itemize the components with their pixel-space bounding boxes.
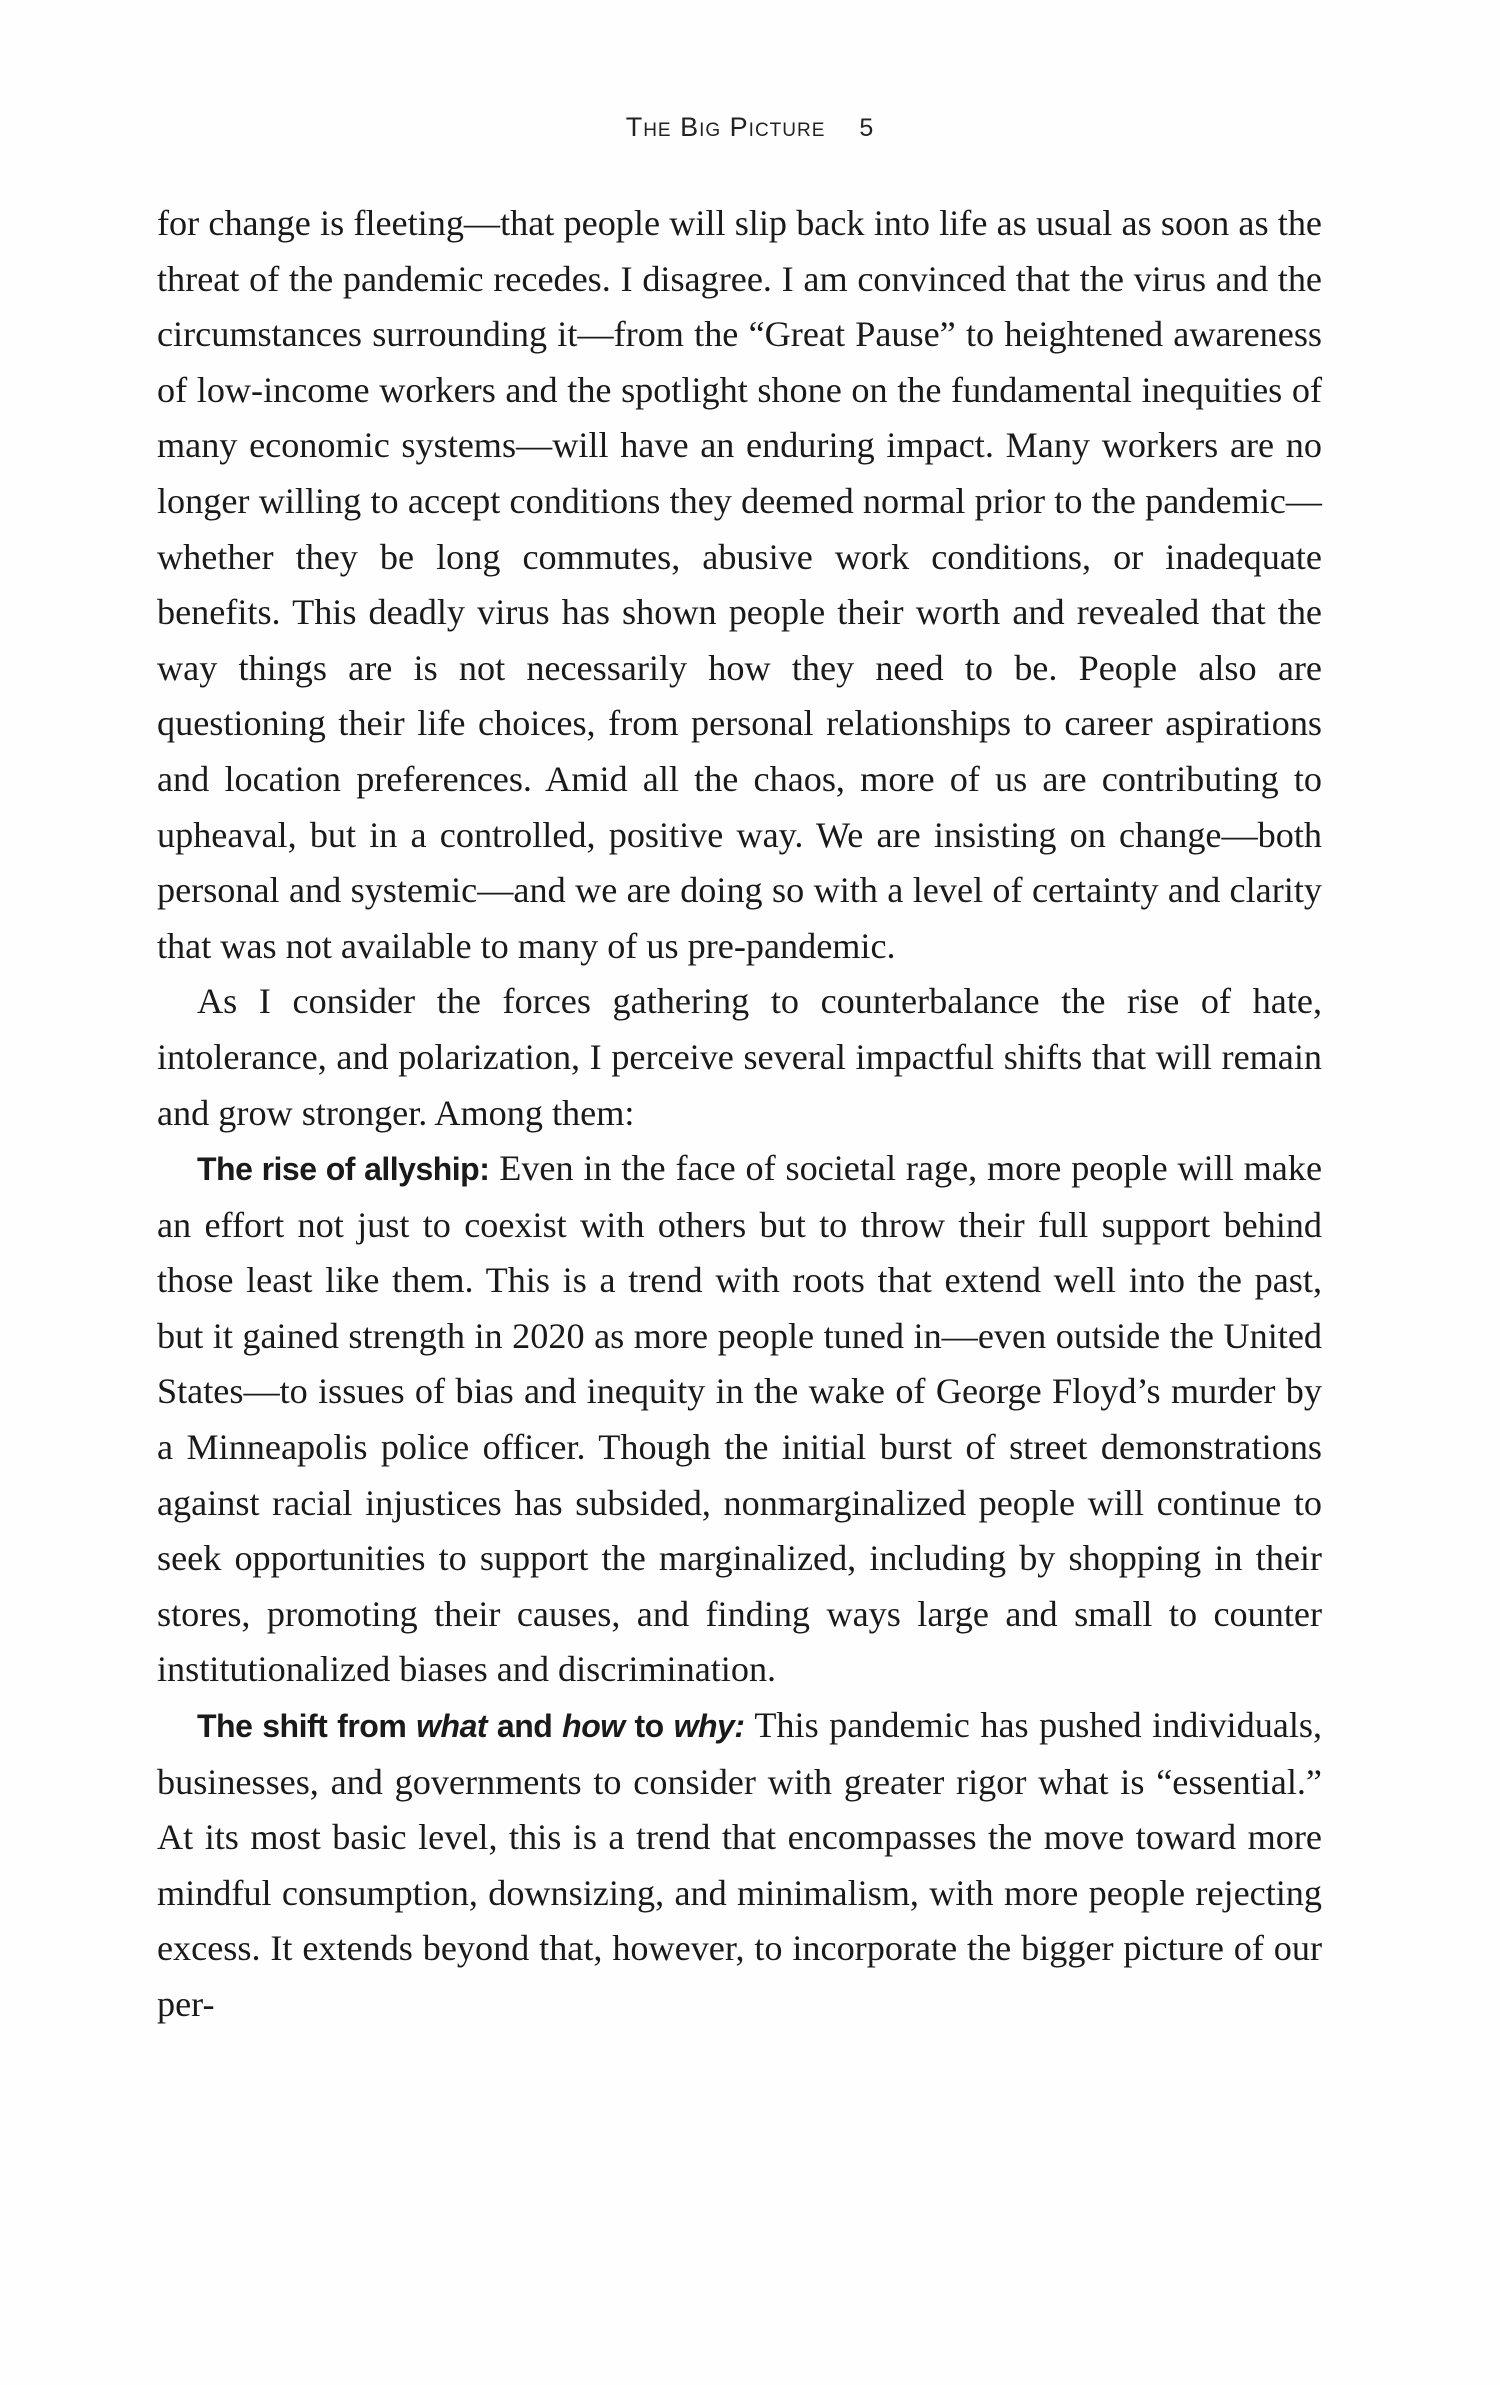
body-text [157,196,1322,2033]
running-head-title: The Big Picture [625,112,826,142]
run-in-part-a: The shift from [197,1708,417,1745]
paragraph-continued: for change is fleeting—that people will slip back into life as usual as soon as the threat of the pandemic recedes. I disagree. I am convinced that the virus and the circumstances surrounding it—from the “Great Pause” to heightened awareness of low-income workers and the spotlight shone on the fundamental inequities of many economic systems—will have an enduring impact. Many workers are no longer willing to accept conditions they deemed normal prior to the pandemic—whether they be long commutes, abusive work conditions, or inadequate benefits. This deadly virus has shown people their worth and revealed that the way things are is not necessarily how they need to be. People also are questioning their life choices, from personal relationships to career aspirations and location preferences. Amid all the chaos, more of us are contributing to upheaval, but in a controlled, positive way. We are insisting on change—both personal and systemic—and we are doing so with a level of certainty and clarity that was not available to many of us pre-pandemic. [157,203,1322,966]
shift-text: This pandemic has pushed individuals, businesses, and governments to consider with greater rigor what is “essential.” At its most basic level, this is a trend that encompasses the move toward more mindful consumption, downsizing, and minimalism, with more people rejecting excess. It extends beyond that, however, to incorporate the bigger picture of our per- [157,1705,1323,2024]
run-in-why: why: [673,1708,745,1745]
run-in-how: how [562,1708,625,1745]
run-in-part-c: to [624,1708,674,1745]
allyship-text: Even in the face of societal rage, more people will make an effort not just to coexist with others but to throw their full support behind those least like them. This is a trend with roots that extend well into the past, but it gained strength in 2020 as more people tuned in—even outside the United States—to issues of bias and inequity in the wake of George Floyd’s murder by a Minneapolis police officer. Though the initial burst of street demonstrations against racial injustices has subsided, nonmarginalized people will continue to seek opportunities to support the marginalized, including by shopping in their stores, promoting their causes, and finding ways large and small to counter institutionalized biases and discrimination. [157,1148,1323,1690]
run-in-part-b: and [487,1708,563,1745]
run-in-what: what [416,1708,488,1745]
page-number: 5 [859,114,875,142]
paragraph-shift [157,1698,1322,2033]
paragraph-allyship [157,1141,1322,1698]
running-head [0,112,1500,143]
run-in-head-allyship: The rise of allyship: [197,1151,490,1188]
run-in-head-shift [197,1708,744,1744]
paragraph-forces: As I consider the forces gathering to counterbalance the rise of hate, intolerance, and polarization, I perceive several impactful shifts that will remain and grow stronger. Among them: [157,981,1322,1133]
